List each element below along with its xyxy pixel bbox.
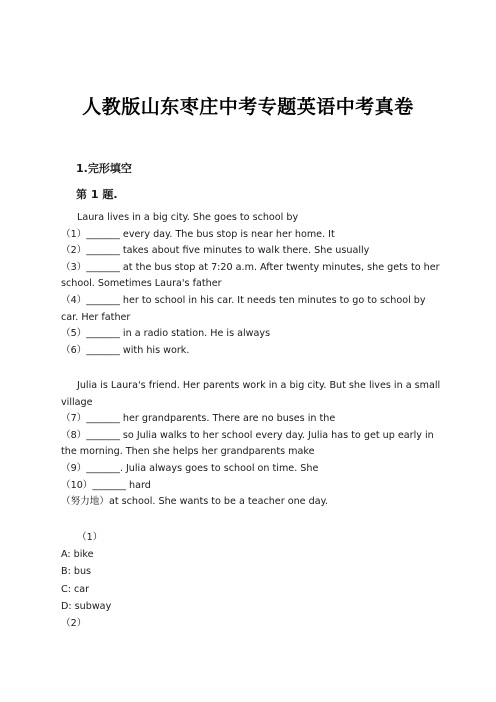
passage-line: Laura lives in a big city. She goes to school by (77, 212, 299, 223)
option-b: B: bus (61, 566, 92, 578)
passage-line: （8）_______ so Julia walks to her school every day. Julia has to get up early in the morning. Then she helps her grandparents make (61, 429, 434, 458)
passage-line: （6）_______ with his work. (61, 344, 190, 356)
option-a: A: bike (61, 549, 94, 561)
passage-line: （3）_______ at the bus stop at 7:20 a.m. After twenty minutes, she gets to her school. Sometimes Laura's father (61, 261, 440, 290)
answer-options (61, 529, 111, 632)
passage-line: （7）_______ her grandparents. There are no buses in the (61, 413, 336, 425)
passage-line: （9）_______. Julia always goes to school on time. She (61, 462, 319, 474)
option-question-label: （1） (77, 532, 103, 543)
page-title: 人教版山东枣庄中考专题英语中考真卷 (82, 96, 414, 118)
passage-line: （2）_______ takes about five minutes to walk there. She usually (61, 245, 370, 257)
passage-paragraph-1 (61, 210, 441, 359)
passage-line: （努力地）at school. She wants to be a teacher one day. (61, 496, 328, 508)
passage-line: （1）_______ every day. The bus stop is near her home. It (61, 228, 335, 240)
option-question-label: （2） (61, 618, 87, 630)
passage-line: Julia is Laura's friend. Her parents work in a big city. But she lives in a small village (61, 380, 441, 408)
passage-line: （10）_______ hard (61, 479, 151, 491)
option-c: C: car (61, 583, 90, 595)
passage-line: （5）_______ in a radio station. He is always (61, 328, 271, 340)
section-heading: 1.完形填空 (76, 162, 132, 175)
option-d: D: subway (61, 600, 112, 612)
passage-paragraph-2 (61, 378, 441, 511)
passage-line: （4）_______ her to school in his car. It needs ten minutes to go to school by car. Her father (61, 294, 426, 323)
question-number: 第 1 题. (76, 188, 118, 201)
